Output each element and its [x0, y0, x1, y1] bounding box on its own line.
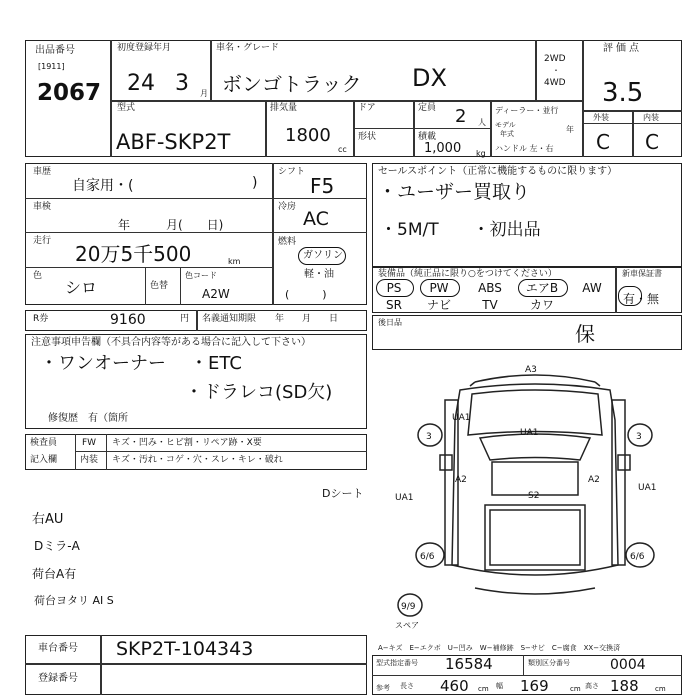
- first-reg-label: 初度登録年月: [117, 43, 172, 53]
- history-close: ): [252, 175, 258, 191]
- exterior-grade: C: [596, 130, 610, 154]
- fuel-gasoline: ガソリン: [303, 250, 343, 261]
- history-value: 自家用・(: [72, 178, 134, 194]
- after-items-label: 後日品: [378, 318, 402, 327]
- divider: [582, 110, 682, 112]
- tax-label: 名義通知期限: [202, 314, 257, 324]
- divider: [632, 110, 634, 157]
- divider: [615, 267, 617, 313]
- color: シロ: [65, 278, 98, 297]
- spare-label: スペア: [395, 621, 419, 630]
- handwritten-note-2: Dミラ-A: [34, 539, 80, 553]
- mileage-label: 走行: [33, 236, 52, 246]
- tire-front-left: 3: [426, 432, 432, 442]
- color-code-label: 色コード: [185, 271, 217, 280]
- divider: [353, 128, 490, 129]
- divider: [490, 100, 492, 157]
- color-code: A2W: [202, 287, 230, 301]
- dealer-label: ディーラー・並行: [495, 106, 559, 115]
- diagram-label-ua1-right: UA1: [638, 483, 657, 493]
- shift-label: シフト: [278, 167, 306, 177]
- diagram-label-a3: A3: [525, 365, 537, 375]
- inspection-value: 年 月( 日): [118, 218, 224, 232]
- year-unit: 年: [566, 125, 574, 134]
- equip-abs: ABS: [478, 281, 502, 295]
- equip-pw: PW: [429, 281, 449, 295]
- payload: 1,000: [424, 141, 462, 156]
- shape-label: 形状: [358, 132, 377, 142]
- fuel-label: 燃料: [278, 237, 297, 247]
- damage-legend: A−キズ E−エクボ U−凹み W−補修跡 S−サビ C−腐食 XX−交換済: [378, 644, 621, 652]
- fw-items: キズ・凹み・ヒビ割・リペア跡・X要: [112, 438, 262, 448]
- divider: [25, 198, 367, 199]
- repair-label: 修復歴 有（箇所: [48, 413, 128, 424]
- divider: [75, 434, 76, 470]
- divider: [25, 267, 272, 268]
- door-label: ドア: [358, 103, 376, 113]
- notes-title: 注意事項申告欄（不具合内容等がある場合に記入して下さい）: [31, 337, 311, 348]
- recolor-label: 色替: [150, 281, 169, 291]
- diagram-label-ua1-left: UA1: [395, 493, 414, 503]
- handle-label: ハンドル 左・右: [495, 144, 554, 153]
- fuel-light-oil: 軽・油: [304, 269, 334, 280]
- car-name: ボンゴトラック: [222, 72, 362, 96]
- chassis-label: 車台番号: [38, 643, 78, 654]
- warranty-label: 新車保証書: [622, 269, 662, 278]
- height-unit: cm: [655, 685, 666, 693]
- sales-line-2: ・5M/T ・初出品: [380, 220, 541, 240]
- km-unit: km: [228, 257, 241, 266]
- score: 3.5: [602, 78, 644, 108]
- drive-dot: ・: [552, 66, 560, 75]
- divider: [110, 40, 112, 157]
- chassis-number: SKP2T-104343: [116, 638, 254, 660]
- interior-inspection-label: 内装: [80, 455, 99, 465]
- drive-2wd: 2WD: [544, 54, 566, 64]
- divider: [145, 267, 146, 305]
- inspector-label: 検査員: [30, 438, 58, 448]
- lot-code: [1911]: [38, 62, 65, 71]
- displacement-label: 排気量: [270, 103, 298, 113]
- cc-unit: cc: [338, 145, 347, 154]
- equip-ps: PS: [386, 281, 402, 295]
- divider: [25, 663, 367, 665]
- divider: [372, 675, 682, 676]
- equip-airbag: エアB: [525, 281, 559, 295]
- yen-unit: 円: [180, 314, 190, 324]
- equip-navi: ナビ: [426, 298, 451, 312]
- notes-line-1: ・ワンオーナー: [40, 353, 166, 374]
- damage-diagram: [390, 360, 680, 630]
- car-name-label: 車名・グレード: [216, 43, 280, 53]
- notes-line-2: ・ETC: [190, 353, 242, 374]
- handwritten-note-1: 右AU: [32, 512, 64, 527]
- kg-unit: kg: [476, 149, 486, 158]
- entry-label: 記入欄: [30, 455, 58, 465]
- model: ABF-SKP2T: [116, 130, 231, 154]
- handwritten-note-4: 荷台ヨタリ AI S: [34, 594, 114, 607]
- ac: AC: [303, 208, 329, 230]
- payload-label: 積載: [418, 132, 437, 142]
- divider: [582, 40, 584, 157]
- history-label: 車歴: [33, 167, 52, 177]
- height-label: 高さ: [585, 682, 599, 690]
- score-label: 評価点: [603, 43, 642, 54]
- tire-rear-right: 6/6: [630, 552, 645, 562]
- equip-tv: TV: [482, 298, 498, 312]
- divider: [110, 100, 582, 102]
- tire-front-right: 3: [636, 432, 642, 442]
- capacity: 2: [455, 106, 467, 127]
- capacity-label: 定員: [418, 103, 437, 113]
- ref-label-length: 参考: [376, 684, 390, 692]
- interior-items: キズ・汚れ・コゲ・穴・スレ・キレ・破れ: [112, 455, 283, 465]
- divider: [272, 232, 367, 233]
- interior-grade: C: [645, 130, 659, 154]
- width-label: 幅: [496, 682, 503, 690]
- recycle-amount: 9160: [110, 312, 146, 328]
- diagram-label-a2-left: A2: [455, 475, 467, 485]
- fw-label: FW: [82, 438, 97, 448]
- divider: [106, 434, 107, 470]
- divider: [272, 163, 274, 305]
- width-unit: cm: [570, 685, 581, 693]
- diagram-label-ua1-roof: UA1: [520, 428, 539, 438]
- displacement: 1800: [285, 125, 331, 146]
- length-unit: cm: [478, 685, 489, 693]
- class-num: 0004: [610, 657, 646, 673]
- divider: [75, 451, 367, 452]
- warranty-value: 有・無: [623, 292, 660, 306]
- equip-aw: AW: [582, 281, 602, 295]
- equip-sr: SR: [386, 298, 402, 312]
- divider: [180, 267, 181, 305]
- drive-4wd: 4WD: [544, 78, 566, 88]
- after-items-value: 保: [575, 322, 595, 346]
- sales-frame: [372, 163, 682, 267]
- length: 460: [440, 677, 469, 695]
- model-year-label-2: 年式: [500, 130, 514, 138]
- class-label: 類別区分番号: [528, 659, 570, 667]
- month-unit: 月: [200, 89, 208, 98]
- height: 188: [610, 677, 639, 695]
- shift: F5: [310, 174, 335, 198]
- warranty-selected: [618, 286, 642, 306]
- after-items-frame: [372, 315, 682, 350]
- equipment-title: 装備品（純正品に限り○をつけてください）: [378, 269, 557, 279]
- color-label: 色: [33, 271, 43, 281]
- spare-tire: 9/9: [401, 602, 416, 612]
- length-label: 長さ: [400, 682, 414, 690]
- reg-label: 登録番号: [38, 673, 78, 684]
- person-unit: 人: [478, 118, 486, 127]
- first-reg-month: 3: [175, 71, 189, 96]
- divider: [210, 40, 212, 100]
- model-year-label: モデル: [495, 121, 516, 129]
- sales-line-1: ・ユーザー買取り: [378, 181, 531, 203]
- width: 169: [520, 677, 549, 695]
- lot-number: 2067: [37, 80, 102, 106]
- divider: [535, 40, 537, 100]
- divider: [100, 635, 102, 695]
- seat-note: Dシート: [322, 487, 364, 500]
- diagram-label-a2-right: A2: [588, 475, 600, 485]
- interior-label: 内装: [643, 113, 659, 122]
- sales-title: セールスポイント（正常に機能するものに限ります）: [378, 166, 618, 177]
- ac-label: 冷房: [278, 202, 297, 212]
- tax-date-labels: 年 月 日: [275, 314, 339, 324]
- lot-label: 出品番号: [35, 45, 75, 56]
- divider: [265, 100, 267, 157]
- model-label: 型式: [117, 103, 136, 113]
- divider: [523, 655, 524, 675]
- inspection-label: 車検: [33, 202, 52, 212]
- diagram-label-s2: S2: [528, 491, 540, 501]
- first-reg-year: 24: [127, 71, 155, 96]
- grade: DX: [412, 64, 447, 92]
- divider: [196, 310, 198, 331]
- divider: [582, 123, 682, 124]
- tire-rear-left: 6/6: [420, 552, 435, 562]
- notes-line-3: ・ドラレコ(SD欠): [185, 382, 333, 403]
- exterior-label: 外装: [593, 113, 609, 122]
- equip-leather: カワ: [529, 298, 554, 312]
- fuel-other: ( ): [285, 288, 327, 301]
- recycle-label: R券: [33, 314, 49, 324]
- mileage: 20万5千500: [75, 242, 192, 266]
- handwritten-note-3: 荷台A有: [32, 567, 77, 581]
- diagram-label-ua1-front-left: UA1: [452, 413, 471, 423]
- type-num: 16584: [445, 655, 493, 673]
- type-num-label: 型式指定番号: [376, 659, 418, 667]
